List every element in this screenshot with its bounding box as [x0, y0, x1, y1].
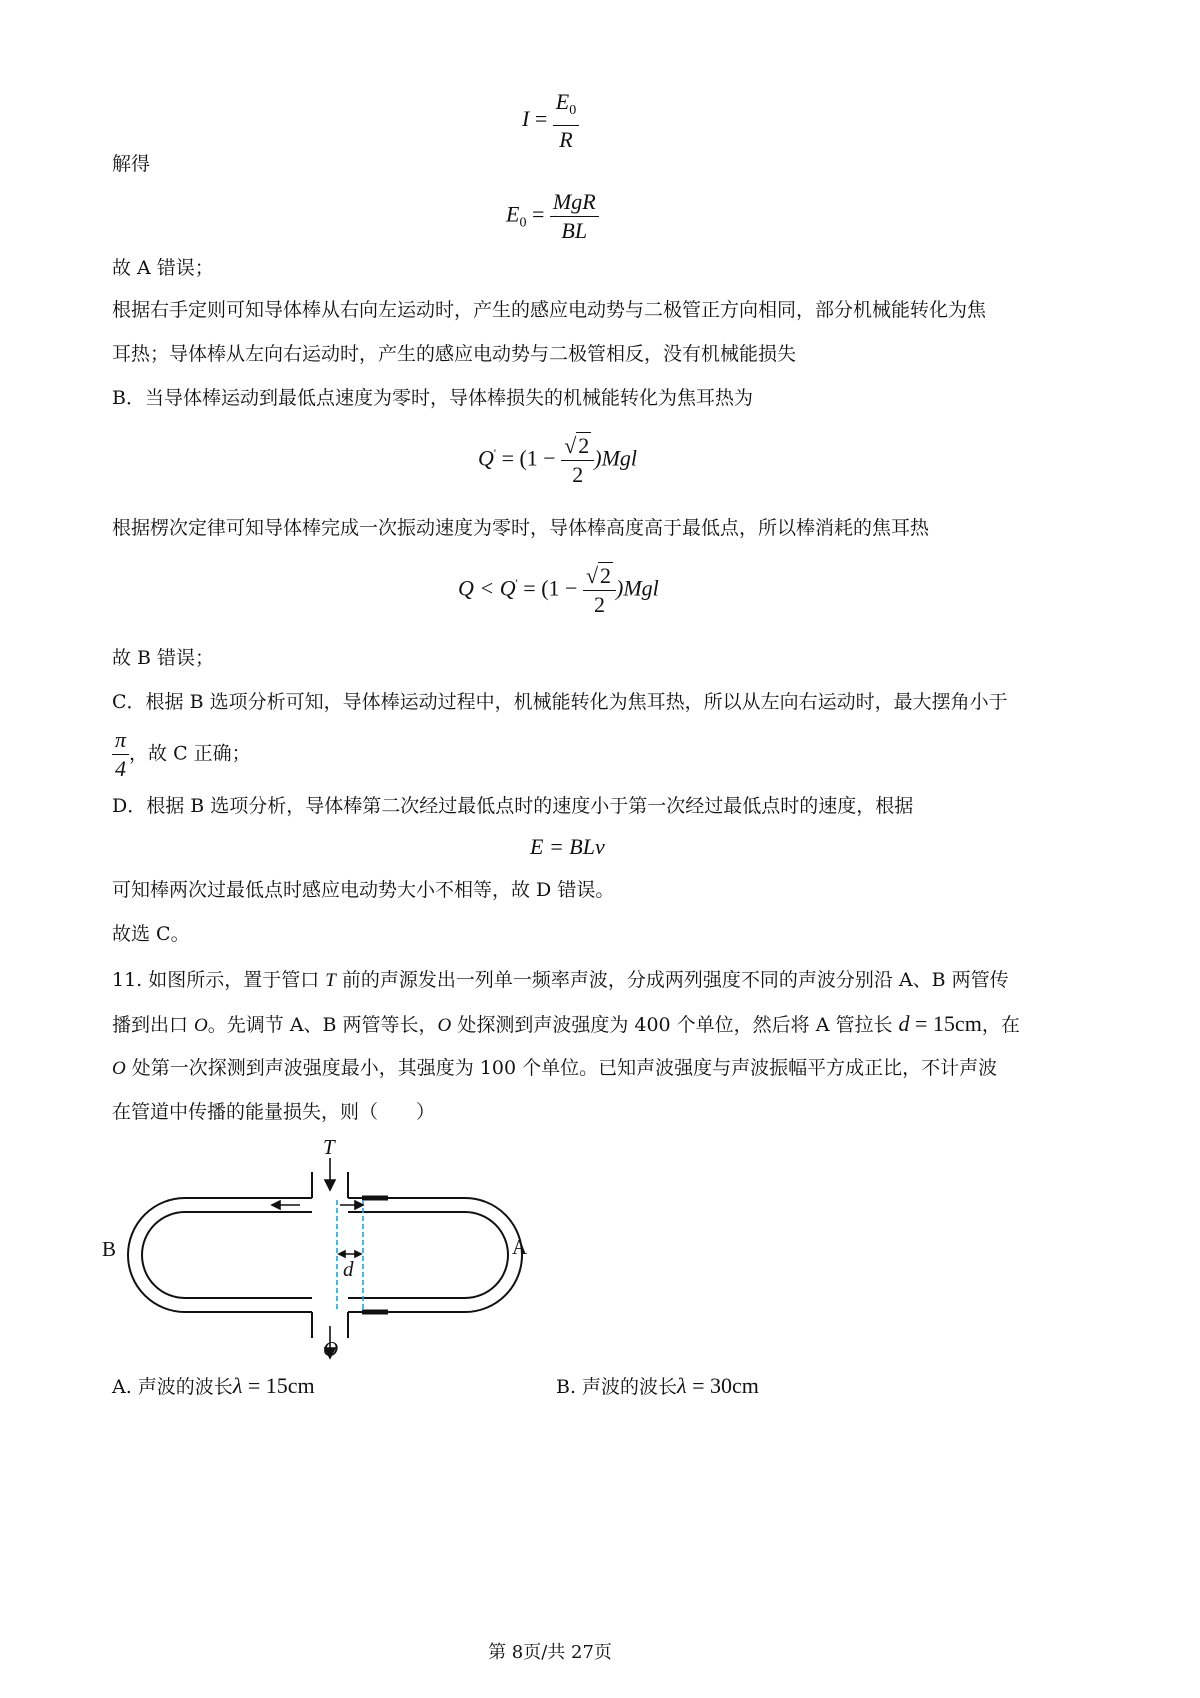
q11-text: 处第一次探测到声波强度最小，其强度为 100 个单位。已知声波强度与声波振幅平方成正比，不计声波 — [125, 1057, 998, 1079]
equation-current: I = $\frac{E_0}{R}$ — [522, 88, 579, 154]
pipe-diagram — [90, 1130, 610, 1360]
q11-eq: = 15cm — [909, 1011, 982, 1036]
para-rule-1: 根据右手定则可知导体棒从右向左运动时，产生的感应电动势与二极管正方向相同，部分机械能转化为焦 — [112, 299, 987, 321]
option-a — [112, 1372, 315, 1401]
pipe-b-inner — [142, 1212, 312, 1298]
label-o: O — [323, 1337, 339, 1360]
q11-line-2 — [112, 1010, 1020, 1040]
para-d-tail: 可知棒两次过最低点时感应电动势大小不相等，故 D 错误。 — [112, 879, 615, 901]
para-answer: 故选 C。 — [112, 923, 190, 945]
eq-num: MgR — [552, 189, 596, 214]
para-option-b: B．当导体棒运动到最低点速度为零时，导体棒损失的机械能转化为焦耳热为 — [112, 387, 753, 409]
q11-var-o: O — [437, 1015, 452, 1036]
eq-tail: )Mgl — [594, 445, 638, 471]
eq-den: R — [559, 127, 573, 152]
option-a-lambda: λ — [232, 1373, 243, 1398]
equation-q-less — [458, 562, 659, 619]
q11-text: 11. 如图所示，置于管口 — [112, 969, 326, 991]
q11-var-t: T — [325, 970, 336, 991]
eq-body: E = BLv — [530, 834, 605, 859]
pipe-a-outer — [348, 1198, 522, 1312]
equation-e-blv — [530, 834, 605, 860]
q11-text: 。先调节 A、B 两管等长， — [207, 1014, 438, 1036]
eq-sub: 0 — [519, 215, 527, 231]
q11-var-o: O — [112, 1058, 126, 1079]
eq-var: Q — [478, 445, 494, 471]
eq-fraction: $\frac{√2}{2}$ — [583, 562, 616, 619]
para-a-wrong: 故 A 错误； — [112, 257, 214, 279]
eq-num: 2 — [578, 433, 590, 458]
label-d: d — [343, 1257, 354, 1281]
option-b-text: B. 声波的波长 — [556, 1376, 678, 1398]
q11-var-d: d — [898, 1011, 910, 1036]
eq-fraction — [553, 88, 579, 154]
q11-var-o: O — [194, 1015, 208, 1036]
pi-num: π — [112, 726, 129, 755]
eq-prime: ' — [515, 576, 518, 591]
option-b-lambda: λ — [677, 1373, 687, 1398]
para-jiede: 解得 — [112, 153, 151, 175]
pipe-a-inner — [348, 1212, 508, 1298]
option-b-value: = 30cm — [686, 1373, 759, 1398]
eq-den: 2 — [572, 462, 584, 487]
q11-line-3 — [112, 1054, 997, 1083]
q11-text: 处探测到声波强度为 400 个单位，然后将 A 管拉长 — [451, 1014, 899, 1036]
equation-q-prime — [478, 432, 637, 489]
para-rule-2: 耳热；导体棒从左向右运动时，产生的感应电动势与二极管相反，没有机械能损失 — [112, 343, 797, 365]
pi-den: 4 — [115, 756, 127, 781]
pipe-b-outer — [128, 1198, 312, 1312]
eq-tail: )Mgl — [616, 575, 659, 601]
eq-var: I — [522, 106, 530, 132]
page-footer: 第 8页/共 27页 — [488, 1642, 612, 1663]
eq-var: Q < Q — [458, 575, 516, 601]
eq-den: 2 — [593, 592, 605, 617]
eq-mid: = (1 − — [523, 575, 578, 601]
q11-line-1 — [112, 966, 1009, 995]
eq-den: BL — [561, 218, 588, 243]
eq-var: E — [506, 201, 520, 227]
para-b-wrong: 故 B 错误； — [112, 647, 215, 669]
q11-text: 前的声源发出一列单一频率声波，分成两列强度不同的声波分别沿 A、B 两管传 — [335, 969, 1009, 991]
eq-prime: ' — [493, 446, 497, 461]
c-tail: ，故 C 正确； — [129, 742, 251, 765]
eq-num: E — [555, 89, 570, 114]
eq-sub: 0 — [569, 103, 577, 118]
q11-text: 播到出口 — [112, 1014, 195, 1036]
q11-line-4: 在管道中传播的能量损失，则（ ） — [112, 1101, 436, 1123]
label-b: B — [102, 1237, 117, 1261]
eq-num: 2 — [600, 563, 612, 588]
label-t: T — [323, 1135, 335, 1159]
equation-e0: $E_0$ = $\frac{\text{MgR}}{BL}$ — [506, 188, 599, 245]
eq-mid: = (1 − — [501, 445, 556, 471]
eq-fraction — [550, 188, 599, 245]
pi-fraction — [112, 726, 129, 783]
option-a-text: A. 声波的波长 — [112, 1376, 233, 1398]
eq-fraction: $\frac{√2}{2}$ — [561, 432, 594, 489]
option-b — [556, 1372, 759, 1401]
pi-over-4-line — [112, 726, 251, 783]
option-a-value: = 15cm — [242, 1373, 315, 1398]
para-lenz: 根据楞次定律可知导体棒完成一次振动速度为零时，导体棒高度高于最低点，所以棒消耗的焦耳热 — [112, 517, 930, 539]
q11-text: ，在 — [981, 1014, 1020, 1036]
label-a: A — [512, 1235, 528, 1259]
para-option-d: D．根据 B 选项分析，导体棒第二次经过最低点时的速度小于第一次经过最低点时的速度，根据 — [112, 795, 914, 817]
para-option-c: C．根据 B 选项分析可知，导体棒运动过程中，机械能转化为焦耳热，所以从左向右运动时，最大摆角小于 — [112, 691, 1008, 713]
